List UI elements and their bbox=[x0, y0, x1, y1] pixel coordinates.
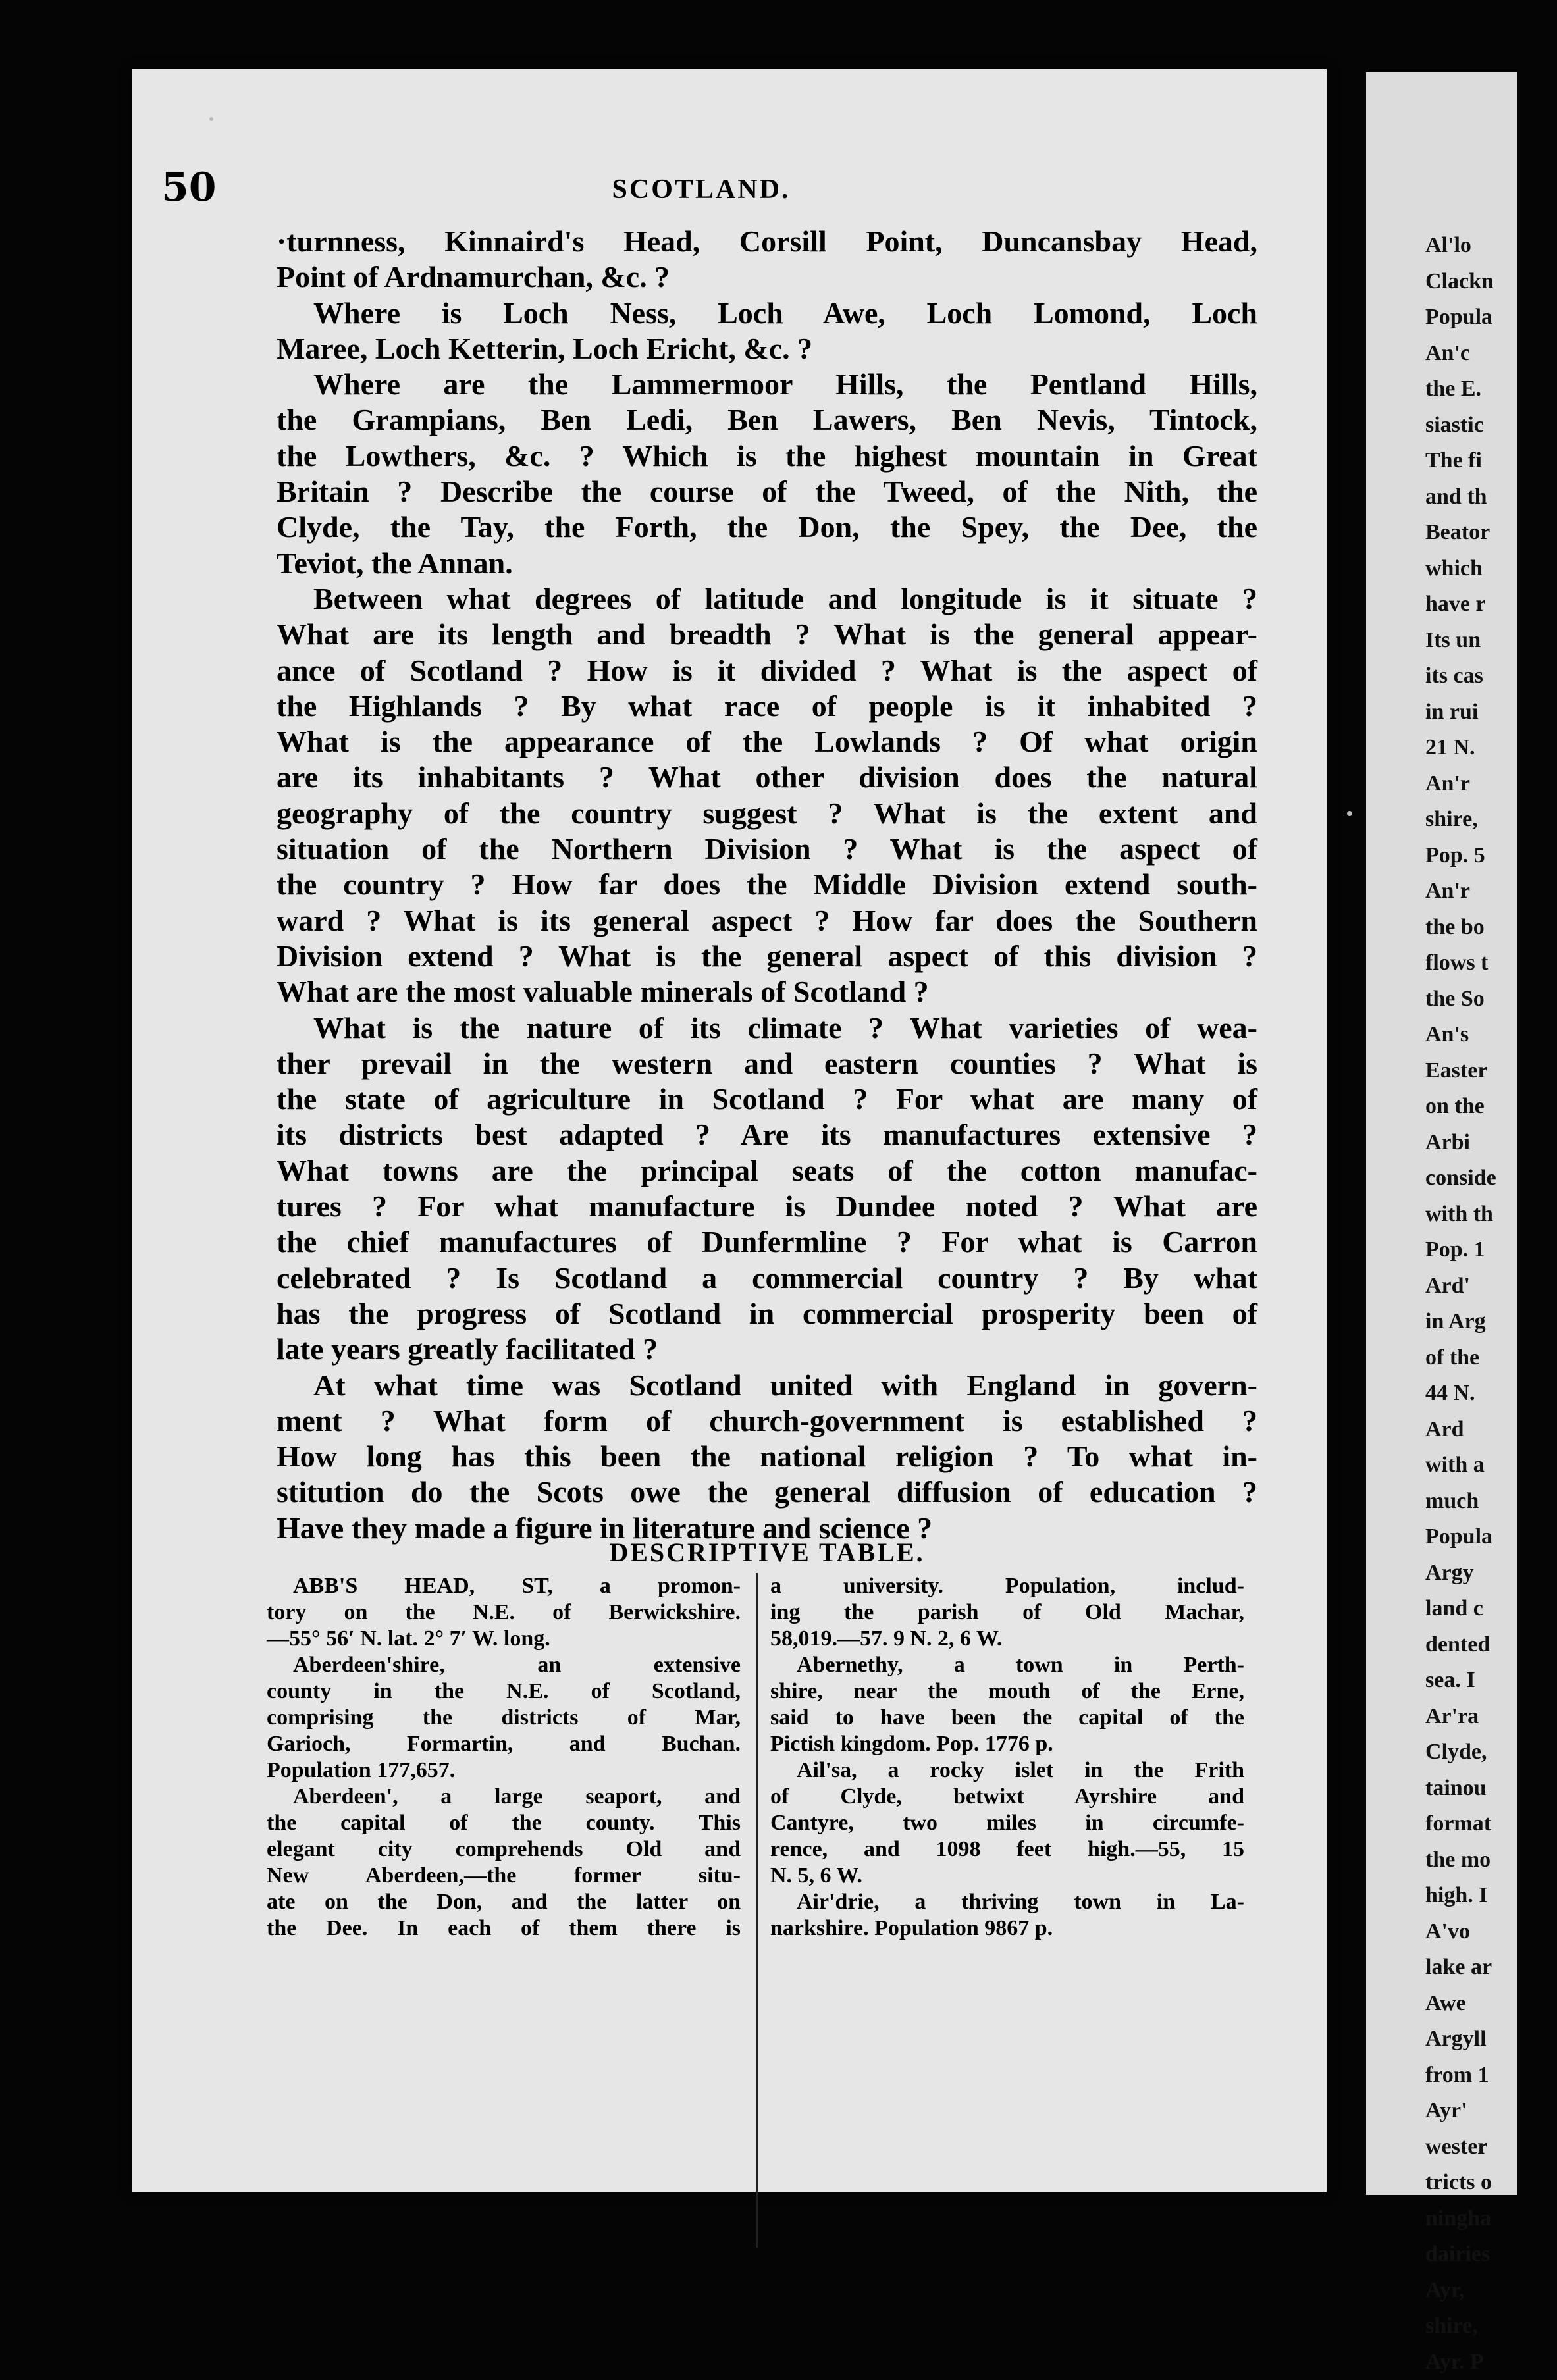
question-line: Division extend ? What is the general aspect of this division ? bbox=[277, 939, 1257, 974]
table-entry-line: the Dee. In each of them there is bbox=[267, 1915, 741, 1942]
table-entry-line: county in the N.E. of Scotland, bbox=[267, 1678, 741, 1705]
facing-page-line: the mo bbox=[1425, 1842, 1557, 1878]
question-line: ward ? What is its general aspect ? How far does the Southern bbox=[277, 903, 1257, 939]
question-line: At what time was Scotland united with England in govern- bbox=[277, 1368, 1257, 1403]
facing-page-line: Al'lo bbox=[1425, 228, 1557, 264]
table-entry-line: New Aberdeen,—the former situ- bbox=[267, 1863, 741, 1889]
column-divider bbox=[756, 1573, 758, 2248]
facing-page-line: tainou bbox=[1425, 1771, 1557, 1807]
table-entry-line: Population 177,657. bbox=[267, 1757, 741, 1784]
table-entry-line: ate on the Don, and the latter on bbox=[267, 1889, 741, 1915]
facing-page-line: Beator bbox=[1425, 515, 1557, 551]
table-entry-line: tory on the N.E. of Berwickshire. bbox=[267, 1599, 741, 1626]
facing-page-line: of the bbox=[1425, 1340, 1557, 1376]
facing-page-line: Popula bbox=[1425, 299, 1557, 336]
question-line: the country ? How far does the Middle Division extend south- bbox=[277, 867, 1257, 902]
facing-page-line: much bbox=[1425, 1484, 1557, 1520]
facing-page-line: Ard' bbox=[1425, 1268, 1557, 1305]
facing-page-line: The fi bbox=[1425, 443, 1557, 479]
book-page-right-facing bbox=[1366, 72, 1517, 2195]
facing-page-line: land c bbox=[1425, 1591, 1557, 1627]
question-line: are its inhabitants ? What other division does the natural bbox=[277, 760, 1257, 795]
table-entry-line: rence, and 1098 feet high.—55, 15 bbox=[770, 1836, 1244, 1863]
facing-page-line: conside bbox=[1425, 1160, 1557, 1197]
question-line: What is the nature of its climate ? What varieties of wea- bbox=[277, 1010, 1257, 1046]
question-line: the Lowthers, &c. ? Which is the highest mountain in Great bbox=[277, 438, 1257, 474]
table-entry-line: shire, near the mouth of the Erne, bbox=[770, 1678, 1244, 1705]
question-line: Point of Ardnamurchan, &c. ? bbox=[277, 259, 1257, 295]
facing-page-line: with a bbox=[1425, 1447, 1557, 1484]
facing-page-line: tricts o bbox=[1425, 2165, 1557, 2201]
question-line: What are the most valuable minerals of Scotland ? bbox=[277, 974, 1257, 1010]
question-line: ance of Scotland ? How is it divided ? What is the aspect of bbox=[277, 653, 1257, 688]
table-entry-line: Aberdeen'shire, an extensive bbox=[267, 1652, 741, 1678]
facing-page-line: siastic bbox=[1425, 407, 1557, 444]
questions-text bbox=[277, 224, 1257, 1546]
facing-page-line: An'r bbox=[1425, 873, 1557, 910]
table-entry-line: Air'drie, a thriving town in La- bbox=[770, 1889, 1244, 1915]
facing-page-line: Ar'ra bbox=[1425, 1699, 1557, 1735]
facing-page-line: the bo bbox=[1425, 910, 1557, 946]
descriptive-table-left-column bbox=[267, 1573, 741, 1942]
question-line: its districts best adapted ? Are its manufactures extensive ? bbox=[277, 1117, 1257, 1152]
facing-page-line: dented bbox=[1425, 1627, 1557, 1663]
table-entry-line: elegant city comprehends Old and bbox=[267, 1836, 741, 1863]
facing-page-line: its cas bbox=[1425, 658, 1557, 694]
facing-page-text bbox=[1425, 228, 1557, 2380]
descriptive-table-right-column bbox=[770, 1573, 1244, 1942]
question-line: Where is Loch Ness, Loch Awe, Loch Lomond, Loch bbox=[277, 296, 1257, 331]
facing-page-line: sea. I bbox=[1425, 1663, 1557, 1699]
question-line: the chief manufactures of Dunfermline ? For what is Carron bbox=[277, 1224, 1257, 1260]
facing-page-line: Pop. 1 bbox=[1425, 1232, 1557, 1268]
facing-page-line: Clyde, bbox=[1425, 1734, 1557, 1771]
facing-page-line: Its un bbox=[1425, 623, 1557, 659]
question-line: the Highlands ? By what race of people is it inhabited ? bbox=[277, 688, 1257, 724]
question-line: Britain ? Describe the course of the Tweed, of the Nith, the bbox=[277, 474, 1257, 509]
facing-page-line: Ayr' bbox=[1425, 2093, 1557, 2129]
question-line: Maree, Loch Ketterin, Loch Ericht, &c. ? bbox=[277, 331, 1257, 367]
table-entry-line: Aberdeen', a large seaport, and bbox=[267, 1784, 741, 1810]
question-line: late years greatly facilitated ? bbox=[277, 1332, 1257, 1367]
facing-page-line: Ayr, bbox=[1425, 2273, 1557, 2309]
facing-page-line: on the bbox=[1425, 1089, 1557, 1125]
facing-page-line: An'r bbox=[1425, 766, 1557, 802]
facing-page-line: 44 N. bbox=[1425, 1376, 1557, 1412]
facing-page-line: format bbox=[1425, 1806, 1557, 1842]
descriptive-table-title: DESCRIPTIVE TABLE. bbox=[277, 1537, 1257, 1568]
table-entry-line: ing the parish of Old Machar, bbox=[770, 1599, 1244, 1626]
question-line: What are its length and breadth ? What is the general appear- bbox=[277, 617, 1257, 652]
facing-page-line: flows t bbox=[1425, 945, 1557, 981]
question-line: ment ? What form of church-government is established ? bbox=[277, 1403, 1257, 1439]
facing-page-line: the So bbox=[1425, 981, 1557, 1018]
question-line: How long has this been the national religion ? To what in- bbox=[277, 1439, 1257, 1474]
facing-page-line: Argyll bbox=[1425, 2021, 1557, 2057]
paper-speck bbox=[1347, 811, 1352, 816]
facing-page-line: wester bbox=[1425, 2129, 1557, 2165]
facing-page-line: which bbox=[1425, 551, 1557, 587]
table-entry-line: ABB'S HEAD, ST, a promon- bbox=[267, 1573, 741, 1599]
table-entry-line: Abernethy, a town in Perth- bbox=[770, 1652, 1244, 1678]
facing-page-line: Pop. 5 bbox=[1425, 838, 1557, 874]
facing-page-line: 21 N. bbox=[1425, 730, 1557, 766]
page-header bbox=[161, 165, 1241, 217]
facing-page-line: ningha bbox=[1425, 2201, 1557, 2237]
page-number: 50 bbox=[161, 165, 217, 211]
table-entry-line: 58,019.—57. 9 N. 2, 6 W. bbox=[770, 1626, 1244, 1652]
question-line: What is the appearance of the Lowlands ? Of what origin bbox=[277, 724, 1257, 760]
question-line: stitution do the Scots owe the general diffusion of education ? bbox=[277, 1474, 1257, 1510]
facing-page-line: lake ar bbox=[1425, 1950, 1557, 1986]
facing-page-line: in Arg bbox=[1425, 1304, 1557, 1340]
table-entry-line: comprising the districts of Mar, bbox=[267, 1705, 741, 1731]
question-line: tures ? For what manufacture is Dundee noted ? What are bbox=[277, 1189, 1257, 1224]
question-line: Have they made a figure in literature and science ? bbox=[277, 1511, 1257, 1546]
question-line: Clyde, the Tay, the Forth, the Don, the Spey, the Dee, the bbox=[277, 509, 1257, 545]
facing-page-line: Ard bbox=[1425, 1412, 1557, 1448]
question-line: ·turnness, Kinnaird's Head, Corsill Point, Duncansbay Head, bbox=[277, 224, 1257, 259]
question-line: celebrated ? Is Scotland a commercial country ? By what bbox=[277, 1260, 1257, 1296]
table-entry-line: of Clyde, betwixt Ayrshire and bbox=[770, 1784, 1244, 1810]
table-entry-line: the capital of the county. This bbox=[267, 1810, 741, 1836]
facing-page-line: shire, bbox=[1425, 802, 1557, 838]
question-line: What towns are the principal seats of the cotton manufac- bbox=[277, 1153, 1257, 1189]
facing-page-line: Easter bbox=[1425, 1053, 1557, 1089]
facing-page-line: An'c bbox=[1425, 336, 1557, 372]
facing-page-line: Argy bbox=[1425, 1555, 1557, 1591]
table-entry-line: Pictish kingdom. Pop. 1776 p. bbox=[770, 1731, 1244, 1757]
facing-page-line: Clackn bbox=[1425, 264, 1557, 300]
question-line: Between what degrees of latitude and longitude is it situate ? bbox=[277, 581, 1257, 617]
facing-page-line: have r bbox=[1425, 586, 1557, 623]
facing-page-line: dairies bbox=[1425, 2237, 1557, 2273]
question-line: situation of the Northern Division ? What is the aspect of bbox=[277, 831, 1257, 867]
facing-page-line: Arbi bbox=[1425, 1125, 1557, 1161]
facing-page-line: and th bbox=[1425, 479, 1557, 515]
question-line: Teviot, the Annan. bbox=[277, 546, 1257, 581]
facing-page-line: An's bbox=[1425, 1017, 1557, 1053]
table-entry-line: N. 5, 6 W. bbox=[770, 1863, 1244, 1889]
question-line: geography of the country suggest ? What is the extent and bbox=[277, 796, 1257, 831]
table-entry-line: —55° 56′ N. lat. 2° 7′ W. long. bbox=[267, 1626, 741, 1652]
question-line: the Grampians, Ben Ledi, Ben Lawers, Ben Nevis, Tintock, bbox=[277, 402, 1257, 438]
question-line: has the progress of Scotland in commercial prosperity been of bbox=[277, 1296, 1257, 1332]
facing-page-line: Popula bbox=[1425, 1519, 1557, 1555]
facing-page-line: high. I bbox=[1425, 1878, 1557, 1914]
table-entry-line: Garioch, Formartin, and Buchan. bbox=[267, 1731, 741, 1757]
question-line: ther prevail in the western and eastern counties ? What is bbox=[277, 1046, 1257, 1081]
table-entry-line: Ail'sa, a rocky islet in the Frith bbox=[770, 1757, 1244, 1784]
running-head: SCOTLAND. bbox=[161, 174, 1241, 205]
facing-page-line: A'vo bbox=[1425, 1914, 1557, 1950]
question-line: Where are the Lammermoor Hills, the Pentland Hills, bbox=[277, 367, 1257, 402]
paper-speck bbox=[209, 117, 213, 121]
facing-page-line: Ayr. P bbox=[1425, 2344, 1557, 2380]
facing-page-line: with th bbox=[1425, 1197, 1557, 1233]
facing-page-line: in rui bbox=[1425, 694, 1557, 731]
facing-page-line: Awe bbox=[1425, 1986, 1557, 2022]
table-entry-line: narkshire. Population 9867 p. bbox=[770, 1915, 1244, 1942]
question-line: the state of agriculture in Scotland ? For what are many of bbox=[277, 1081, 1257, 1117]
table-entry-line: said to have been the capital of the bbox=[770, 1705, 1244, 1731]
facing-page-line: shire, bbox=[1425, 2308, 1557, 2344]
table-entry-line: a university. Population, includ- bbox=[770, 1573, 1244, 1599]
table-entry-line: Cantyre, two miles in circumfe- bbox=[770, 1810, 1244, 1836]
facing-page-line: from 1 bbox=[1425, 2057, 1557, 2094]
facing-page-line: the E. bbox=[1425, 371, 1557, 407]
